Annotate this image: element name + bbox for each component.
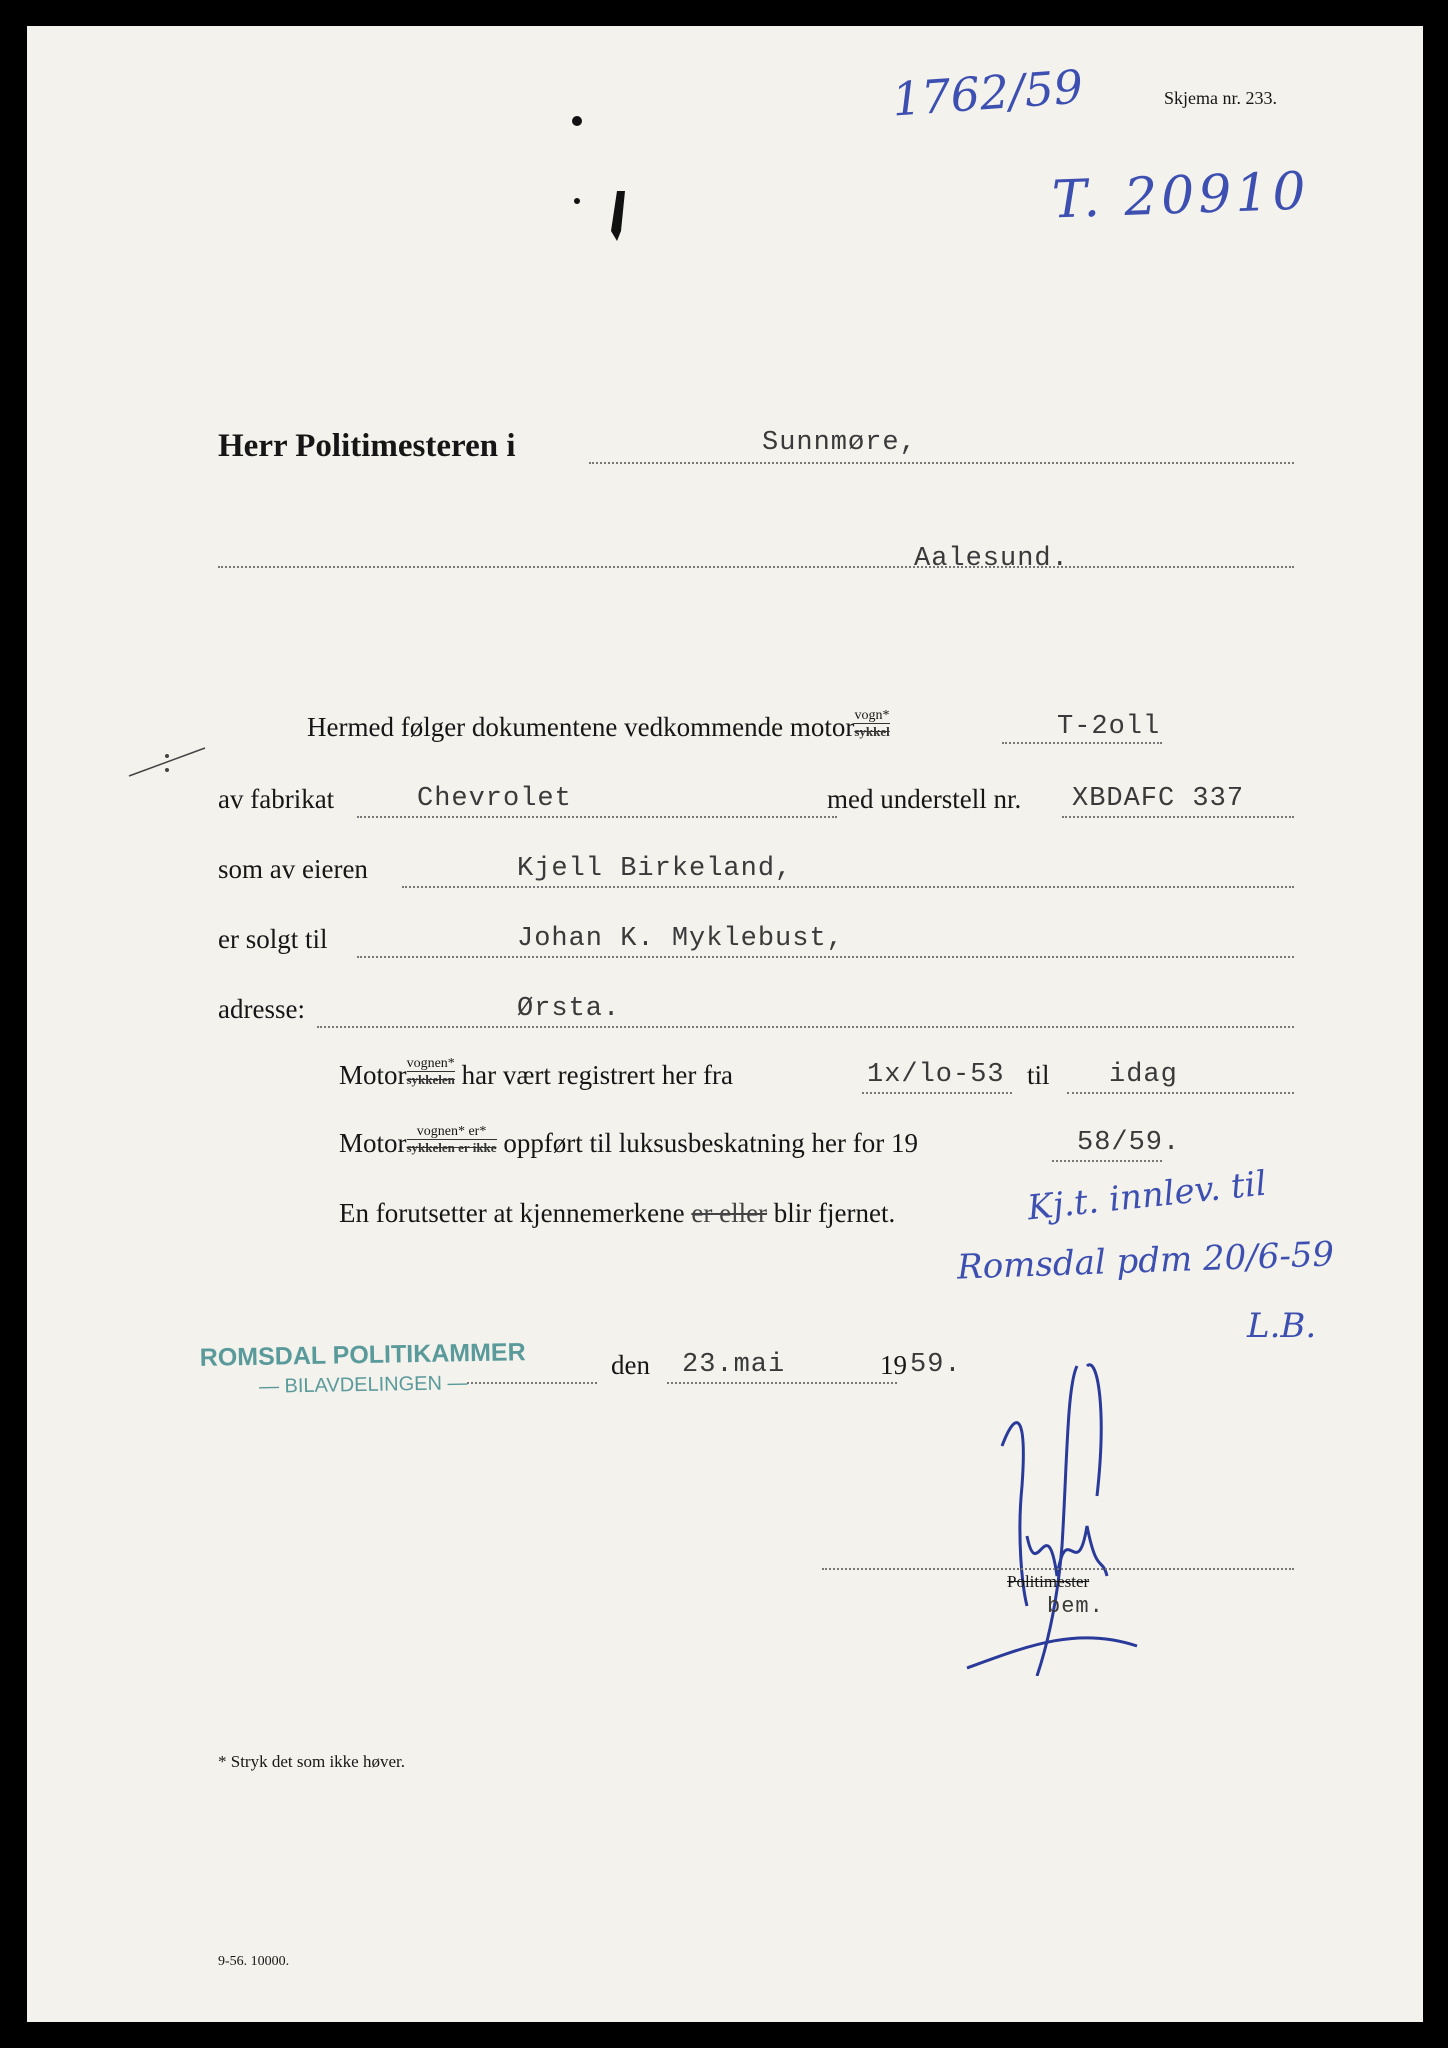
luxury-tax-text: Motor vognen* er* sykkelen er ikke oppført til luksusbeskatning her for 19 xyxy=(339,1124,919,1158)
luxury-variant: vognen* er* sykkelen er ikke xyxy=(406,1124,497,1156)
handwritten-note-line-2: Romsdal pdm 20/6-59 xyxy=(956,1234,1335,1288)
stamp-line-2: — BILAVDELINGEN — xyxy=(258,1372,468,1398)
luxury-year-line xyxy=(1052,1160,1162,1162)
signature xyxy=(927,1346,1187,1676)
district-line xyxy=(589,462,1294,464)
handwritten-reference-1: 1762/59 xyxy=(890,59,1085,127)
handwritten-note-line-1: Kj.t. innlev. til xyxy=(1025,1163,1269,1229)
understell-line xyxy=(1062,816,1294,818)
city-line xyxy=(218,566,1294,568)
department-stamp xyxy=(200,1338,527,1400)
reg-no-line xyxy=(1002,742,1162,744)
owner-name: Kjell Birkeland, xyxy=(517,854,793,884)
intro-label: Hermed følger dokumentene vedkommende motor xyxy=(307,712,855,742)
document-page xyxy=(27,26,1423,2022)
sold-to-label: er solgt til xyxy=(218,924,328,954)
understell-label: med understell nr. xyxy=(827,784,1022,814)
owner-line xyxy=(402,886,1294,888)
buyer-name: Johan K. Myklebust, xyxy=(517,924,844,954)
margin-mark xyxy=(127,736,207,786)
registered-until: idag xyxy=(1109,1060,1178,1090)
city: Aalesund. xyxy=(914,544,1069,574)
luxury-year: 58/59. xyxy=(1077,1128,1181,1158)
registered-variant: vognen* sykkelen xyxy=(406,1056,455,1088)
salutation: Herr Politimesteren i xyxy=(218,428,516,464)
date-line xyxy=(667,1382,897,1384)
fabrikat-line xyxy=(357,816,837,818)
district: Sunnmøre, xyxy=(762,428,917,458)
reg-from-line xyxy=(862,1092,1012,1094)
reg-til-line xyxy=(1067,1092,1294,1094)
signature-line xyxy=(822,1568,1294,1570)
print-code: 9-56. 10000. xyxy=(218,1954,290,1969)
until-label: til xyxy=(1027,1060,1050,1090)
intro-text xyxy=(307,708,890,744)
ink-smudge xyxy=(567,81,647,261)
address: Ørsta. xyxy=(517,994,621,1024)
fabrikat-label: av fabrikat xyxy=(218,784,335,814)
handwritten-reference-2: T. 20910 xyxy=(1051,161,1311,231)
address-label: adresse: xyxy=(218,994,305,1024)
footnote: * Stryk det som ikke høver. xyxy=(218,1752,405,1771)
owner-label: som av eieren xyxy=(218,854,368,884)
registration-number: T-2oll xyxy=(1057,712,1161,742)
date-label: den xyxy=(611,1350,650,1380)
remove-plates-text: En forutsetter at kjennemerkene er eller blir fjernet. xyxy=(339,1198,896,1228)
handwritten-note-line-3: L.B. xyxy=(1247,1306,1317,1346)
date-year: 59. xyxy=(910,1350,962,1380)
signature-title-typed: bem. xyxy=(1047,1594,1104,1619)
understell-number: XBDAFC 337 xyxy=(1072,784,1245,814)
date-year-prefix: 19 xyxy=(880,1350,907,1380)
form-number: Skjema nr. 233. xyxy=(1164,88,1277,108)
place-line xyxy=(467,1382,597,1384)
buyer-line xyxy=(357,956,1294,958)
signature-title: Politimester xyxy=(1007,1572,1090,1591)
date-day-month: 23.mai xyxy=(682,1350,786,1380)
fabrikat: Chevrolet xyxy=(417,784,572,814)
stamp-line-1: ROMSDAL POLITIKAMMER xyxy=(199,1338,526,1372)
motor-variant: vogn* sykkel xyxy=(854,708,890,740)
registered-from: 1x/lo-53 xyxy=(867,1060,1005,1090)
registered-text: Motor vognen* sykkelen har vært registrert her fra xyxy=(339,1056,734,1090)
address-line xyxy=(317,1026,1294,1028)
